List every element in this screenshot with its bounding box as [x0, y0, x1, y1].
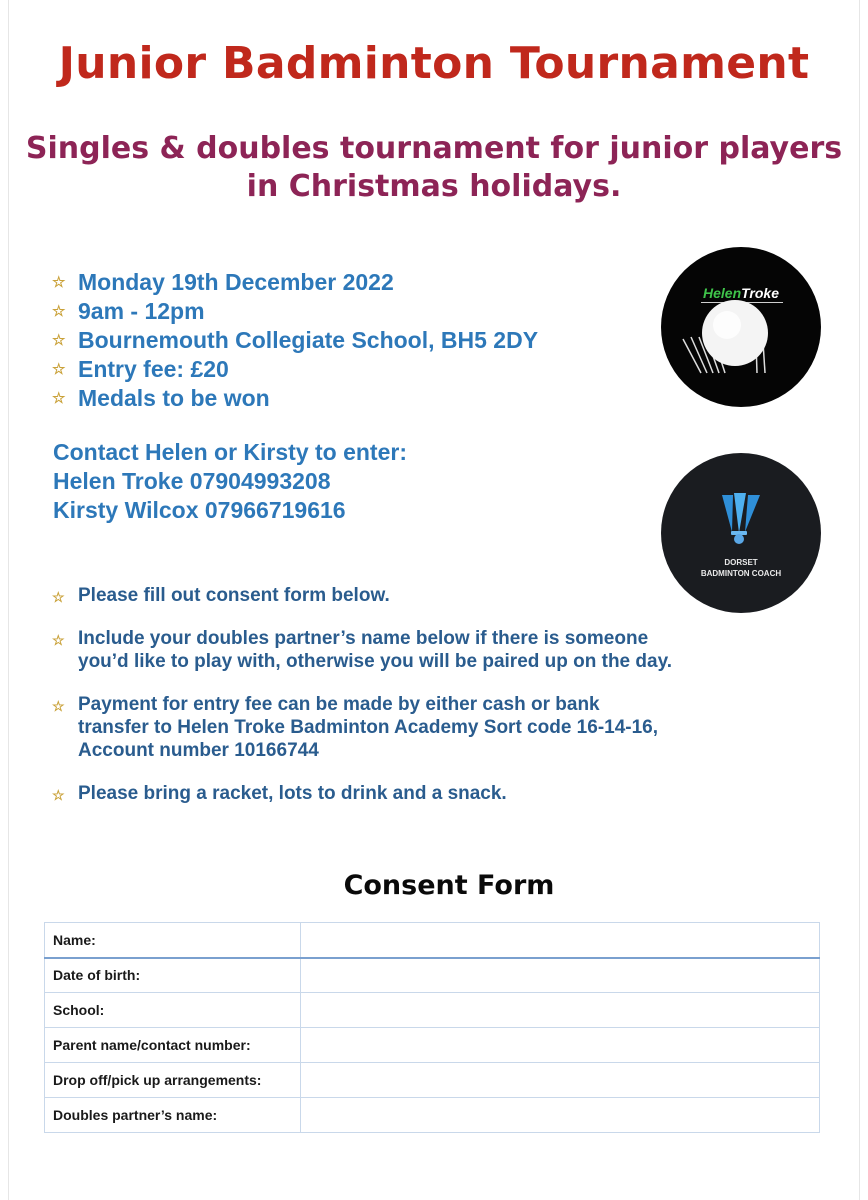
note-consent [52, 584, 672, 607]
contact-block [53, 438, 407, 525]
star-icon: ☆ [52, 274, 66, 291]
detail-time-text: 9am - 12pm [78, 298, 205, 324]
instructions-list [52, 584, 672, 825]
form-label-name: Name: [45, 923, 301, 958]
detail-venue [52, 326, 538, 355]
detail-time [52, 297, 538, 326]
star-icon: ☆ [52, 589, 65, 605]
consent-form-title: Consent Form [343, 870, 555, 901]
form-label-dob: Date of birth: [45, 958, 301, 993]
form-row-name [45, 923, 820, 958]
contact-helen: Helen Troke 07904993208 [53, 468, 331, 494]
detail-medals-text: Medals to be won [78, 385, 270, 411]
page-subtitle: Singles & doubles tournament for junior players in Christmas holidays. [25, 131, 843, 204]
star-icon: ☆ [52, 698, 65, 714]
detail-fee [52, 355, 538, 384]
note-partner-text: Include your doubles partner’s name below if there is someone you’d like to play with, otherwise you will be paired up on the day. [78, 628, 673, 672]
star-icon: ☆ [52, 332, 66, 349]
note-bring-text: Please bring a racket, lots to drink and a snack. [78, 783, 507, 804]
helen-troke-logo-text: HelenTroke [703, 285, 779, 301]
form-row-partner [45, 1098, 820, 1133]
detail-venue-text: Bournemouth Collegiate School, BH5 2DY [78, 327, 539, 353]
note-bring [52, 782, 672, 805]
note-payment-text: Payment for entry fee can be made by either cash or bank transfer to Helen Troke Badminton Academy Sort code 16-14-16, Account number 10166744 [78, 694, 659, 761]
form-field-name[interactable] [301, 923, 820, 958]
note-partner [52, 627, 672, 673]
shuttlecock-icon [661, 247, 821, 407]
detail-date [52, 268, 538, 297]
star-icon: ☆ [52, 390, 66, 407]
form-row-dropoff [45, 1063, 820, 1098]
form-label-dropoff: Drop off/pick up arrangements: [45, 1063, 301, 1098]
helen-troke-logo [661, 247, 821, 407]
star-icon: ☆ [52, 632, 65, 648]
dorset-badminton-coach-logo [661, 453, 821, 613]
dorset-logo-text: DORSET BADMINTON COACH [700, 558, 782, 578]
contact-heading: Contact Helen or Kirsty to enter: [53, 439, 407, 465]
form-label-parent: Parent name/contact number: [45, 1028, 301, 1063]
star-icon: ☆ [52, 787, 65, 803]
page-title: Junior Badminton Tournament [58, 38, 810, 89]
form-row-school [45, 993, 820, 1028]
event-details-list [52, 268, 538, 413]
note-payment [52, 693, 672, 762]
form-label-partner: Doubles partner’s name: [45, 1098, 301, 1133]
form-field-parent[interactable] [301, 1028, 820, 1063]
note-consent-text: Please fill out consent form below. [78, 585, 390, 606]
shuttlecock-icon [661, 453, 821, 613]
star-icon: ☆ [52, 361, 66, 378]
form-field-dob[interactable] [301, 958, 820, 993]
form-row-parent [45, 1028, 820, 1063]
star-icon: ☆ [52, 303, 66, 320]
contact-kirsty: Kirsty Wilcox 07966719616 [53, 497, 346, 523]
detail-date-text: Monday 19th December 2022 [78, 269, 394, 295]
form-field-dropoff[interactable] [301, 1063, 820, 1098]
form-field-school[interactable] [301, 993, 820, 1028]
consent-form-table [44, 922, 820, 1133]
form-row-dob [45, 958, 820, 993]
form-field-partner[interactable] [301, 1098, 820, 1133]
form-label-school: School: [45, 993, 301, 1028]
detail-medals [52, 384, 538, 413]
detail-fee-text: Entry fee: £20 [78, 356, 229, 382]
